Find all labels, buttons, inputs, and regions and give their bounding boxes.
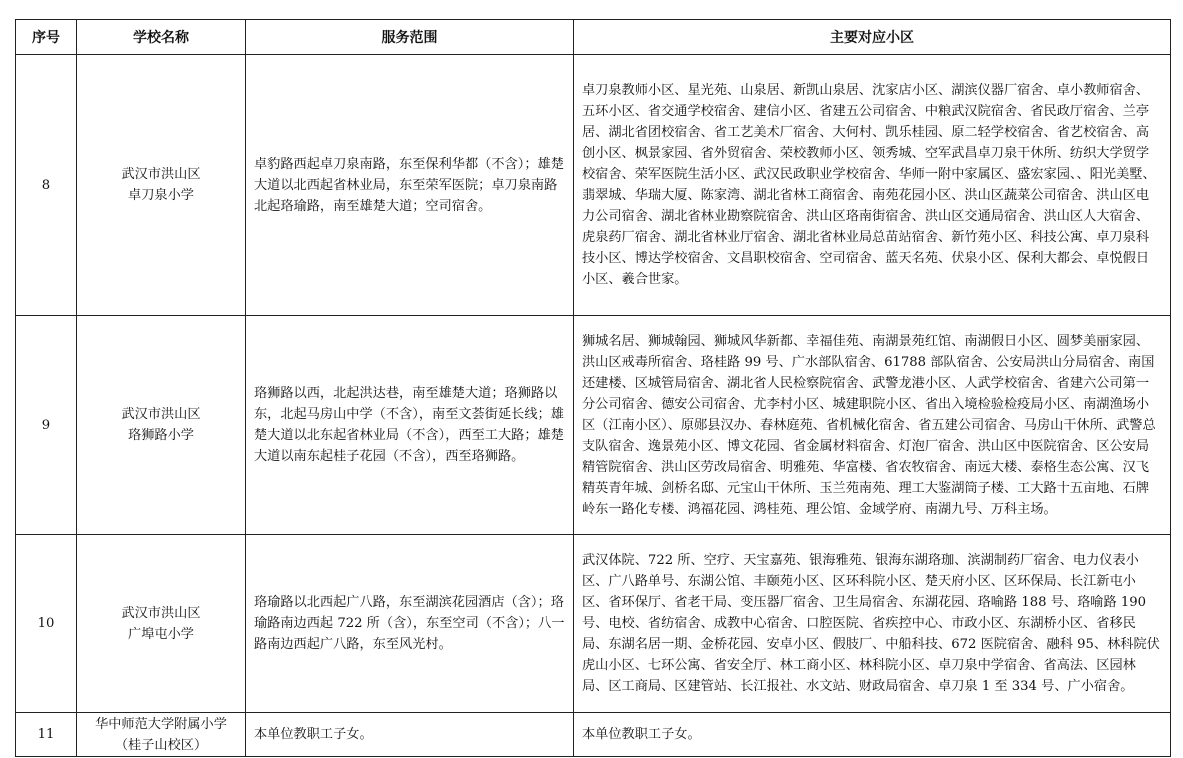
school-name-line2: 珞狮路小学 [128,428,194,443]
row-community: 狮城名居、狮城翰园、狮城风华新都、幸福佳苑、南湖景苑红馆、南湖假日小区、圆梦美丽家园、洪山区戒毒所宿舍、珞桂路 99 号、广水部队宿舍、61788 部队宿舍、公安局洪山分局宿舍、南国还建楼、区城管局宿舍、湖北省人民检察院宿舍、武警龙港小区、人武学校宿舍、省建六公司第一分公司宿舍、德安公司宿舍、尤李村小区、城建职院小区、省出入境检验检疫局小区、南湖渔场小区（江南小区）、原郧县汉办、春林庭苑、省机械化宿舍、省五建公司宿舍、马房山干休所、武警总支队宿舍、逸景苑小区、博文花园、省金属材料宿舍、灯泡厂宿舍、洪山区中医院宿舍、区公安局精管院宿舍、洪山区劳改局宿舍、明雅苑、华富楼、省农牧宿舍、南远大楼、泰格生态公寓、汉飞精英青年城、剑桥名邸、元宝山干休所、玉兰苑南苑、理工大鉴湖筒子楼、工大路十五亩地、石牌岭东一路化专楼、鸿福花园、鸿桂苑、理公馆、金域学府、南湖九号、万科主场。 [574,316,1171,535]
row-index: 9 [16,316,77,535]
table-header-row [16,20,1171,55]
school-name-line1: 武汉市洪山区 [121,407,201,422]
table-row [16,55,1171,316]
row-school [77,316,246,535]
row-school [77,713,246,757]
row-index: 10 [16,535,77,713]
school-name-line1: 武汉市洪山区 [121,605,201,621]
school-name-line2: （桂子山校区） [114,737,208,753]
school-name-line1: 武汉市洪山区 [121,167,201,182]
table-row [16,713,1171,757]
row-scope: 珞瑜路以北西起广八路，东至湖滨花园酒店（含）；珞瑜路南边西起 722 所（含），东至空司（不含）；八一路南边西起广八路，东至风光村。 [246,535,574,713]
row-scope: 卓豹路西起卓刀泉南路，东至保利华都（不含）；雄楚大道以北西起省林业局，东至荣军医院；卓刀泉南路北起珞瑜路，南至雄楚大道；空司宿舍。 [246,55,574,316]
row-scope: 本单位教职工子女。 [246,713,574,757]
row-index: 11 [16,713,77,757]
school-name-line1: 华中师范大学附属小学 [95,716,227,732]
table-row [16,316,1171,535]
header-scope: 服务范围 [246,20,574,55]
school-name-line2: 广埠屯小学 [128,626,194,642]
row-index: 8 [16,55,77,316]
row-scope: 珞狮路以西，北起洪达巷，南至雄楚大道；珞狮路以东，北起马房山中学（不含），南至文荟街延长线；雄楚大道以北东起省林业局（不含），西至工大路；雄楚大道以南东起桂子花园（不含），西至珞狮路。 [246,316,574,535]
header-index: 序号 [16,20,77,55]
school-district-table [15,19,1171,757]
header-school: 学校名称 [77,20,246,55]
row-community: 武汉体院、722 所、空疗、天宝嘉苑、银海雅苑、银海东湖珞珈、滨湖制药厂宿舍、电力仪表小区、广八路单号、东湖公馆、丰颐苑小区、区环科院小区、楚天府小区、区环保局、长江新屯小区、省环保厅、省老干局、变压器厂宿舍、卫生局宿舍、东湖花园、珞喻路 188 号、珞喻路 190 号、电校、省纺宿舍、成教中心宿舍、口腔医院、省疾控中心、市政小区、东湖桥小区、省移民局、东湖名居一期、金桥花园、安卓小区、假肢厂、中船科技、672 医院宿舍、融科 95、林科院伏虎山小区、七环公寓、省安全厅、林工商小区、林科院小区、卓刀泉中学宿舍、省高法、区园林局、区工商局、区建管站、长江报社、水文站、财政局宿舍、卓刀泉 1 至 334 号、广小宿舍。 [574,535,1171,713]
header-community: 主要对应小区 [574,20,1171,55]
row-community: 卓刀泉教师小区、星光苑、山泉居、新凯山泉居、沈家店小区、湖滨仪器厂宿舍、卓小教师宿舍、五环小区、省交通学校宿舍、建信小区、省建五公司宿舍、中粮武汉院宿舍、省民政厅宿舍、兰亭居、湖北省团校宿舍、省工艺美术厂宿舍、大何村、凯乐桂园、原二轻学校宿舍、省艺校宿舍、高创小区、枫景家园、省外贸宿舍、荣校教师小区、领秀城、空军武昌卓刀泉干休所、纺织大学贸学校宿舍、荣军医院生活小区、武汉民政职业学校宿舍、华师一附中家属区、盛宏家园、、阳光美墅、翡翠城、华瑞大厦、陈家湾、湖北省林工商宿舍、南苑花园小区、洪山区蔬菜公司宿舍、洪山区电力公司宿舍、湖北省林业勘察院宿舍、洪山区珞南街宿舍、洪山区交通局宿舍、洪山区人大宿舍、虎泉药厂宿舍、湖北省林业厅宿舍、湖北省林业局总苗站宿舍、新竹苑小区、科技公寓、卓刀泉科技小区、博达学校宿舍、文昌职校宿舍、空司宿舍、蓝天名苑、伏泉小区、保利大都会、卓悦假日小区、羲合世家。 [574,55,1171,316]
row-school [77,535,246,713]
table-row [16,535,1171,713]
document-table-container [15,19,1171,757]
row-school [77,55,246,316]
row-community: 本单位教职工子女。 [574,713,1171,757]
school-name-line2: 卓刀泉小学 [128,188,194,203]
